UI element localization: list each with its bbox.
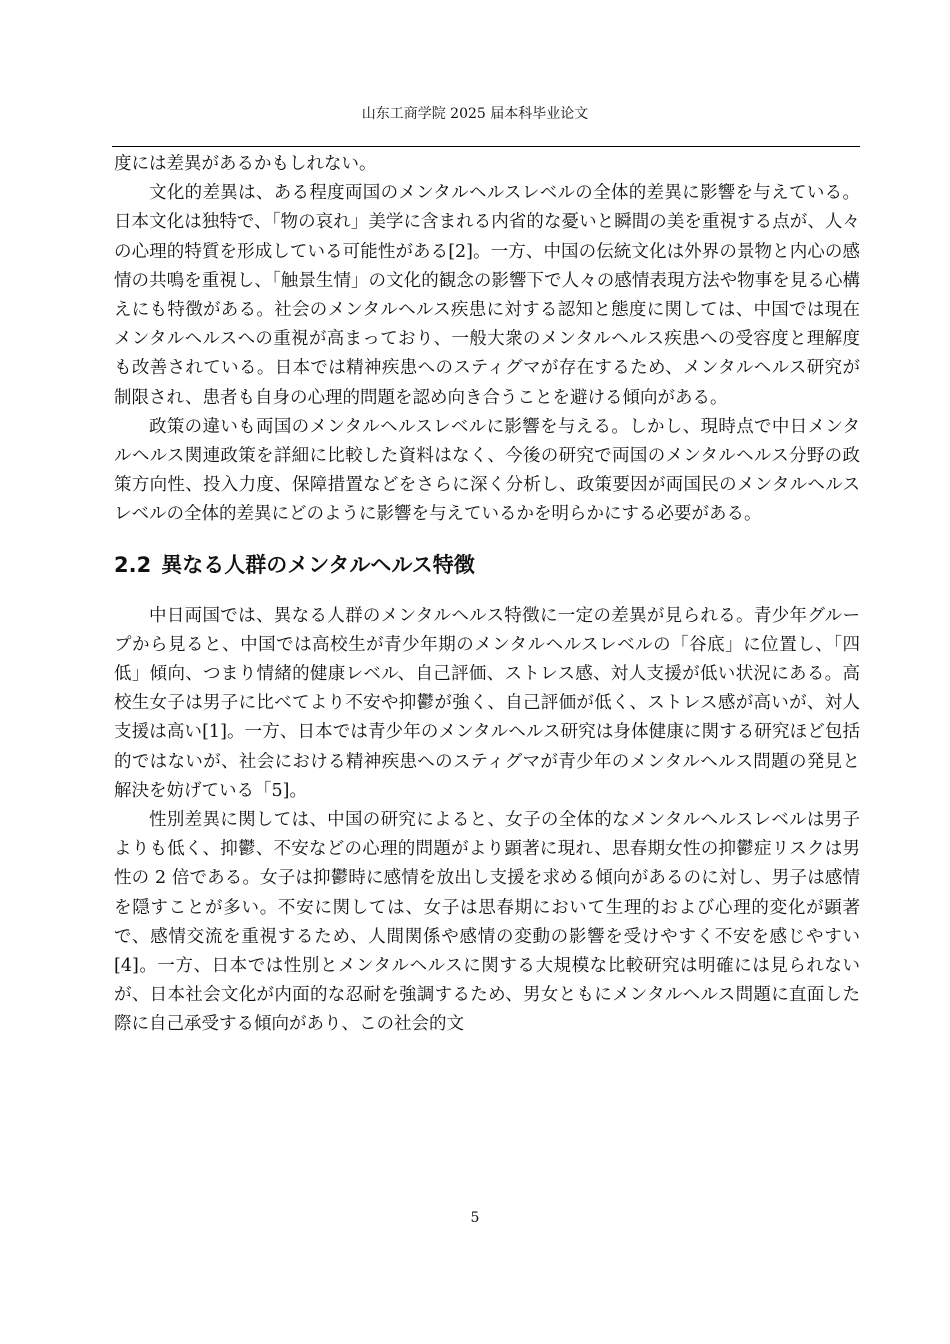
- page-header: 山东工商学院 2025 届本科毕业论文: [361, 106, 589, 122]
- header-rule: [112, 146, 860, 147]
- section-heading: [114, 550, 860, 580]
- paragraph-youth-groups: 中日両国では、異なる人群のメンタルヘルス特徴に一定の差異が見られる。青少年グループから見ると、中国では高校生が青少年期のメンタルヘルスレベルの「谷底」に位置し、「四低」傾向、つまり情緒的健康レベル、自己評価、ストレス感、対人支援が低い状況にある。高校生女子は男子に比べてより不安や抑鬱が強く、自己評価が低く、ストレス感が高いが、対人支援は高い[1]。一方、日本では青少年のメンタルヘルス研究は身体健康に関する研究ほど包括的ではないが、社会における精神疾患へのスティグマが青少年のメンタルヘルス問題の発見と解決を妨げている「5]。: [114, 605, 860, 801]
- paragraph-gender-differences: 性別差異に関しては、中国の研究によると、女子の全体的なメンタルヘルスレベルは男子よりも低く、抑鬱、不安などの心理的問題がより顕著に現れ、思春期女性の抑鬱症リスクは男性の 2 倍である。女子は抑鬱時に感情を放出し支援を求める傾向があるのに対し、男子は感情を隠すことが多い。不安に関しては、女子は思春期において生理的および心理的変化が顕著で、感情交流を重視するため、人間関係や感情の変動の影響を受けやすく不安を感じやすい[4]。一方、日本では性別とメンタルヘルスに関する大規模な比較研究は明確には見られないが、日本社会文化が内面的な忍耐を強調するため、男女ともにメンタルヘルス問題に直面した際に自己承受する傾向があり、この社会的文: [114, 810, 860, 1035]
- page-number: 5: [470, 1210, 480, 1226]
- section-number: 2.2: [114, 552, 152, 577]
- paragraph-continuation: 度には差異があるかもしれない。: [114, 154, 377, 174]
- paragraph-policy-differences: 政策の違いも両国のメンタルヘルスレベルに影響を与える。しかし、現時点で中日メンタルヘルス関連政策を詳細に比較した資料はなく、今後の研究で両国のメンタルヘルス分野の政策方向性、投入力度、保障措置などをさらに深く分析し、政策要因が両国民のメンタルヘルスレベルの全体的差異にどのように影響を与えているかを明らかにする必要がある。: [114, 416, 860, 525]
- section-title: 異なる人群のメンタルヘルス特徴: [161, 552, 475, 577]
- paragraph-cultural-differences: 文化的差異は、ある程度両国のメンタルヘルスレベルの全体的差異に影響を与えている。日本文化は独特で、「物の哀れ」美学に含まれる内省的な憂いと瞬間の美を重視する点が、人々の心理的特質を形成している可能性がある[2]。一方、中国の伝統文化は外界の景物と内心の感情の共鳴を重視し、「触景生情」の文化的観念の影響下で人々の感情表現方法や物事を見る心構えにも特徴がある。社会のメンタルヘルス疾患に対する認知と態度に関しては、中国では現在メンタルヘルスへの重視が高まっており、一般大衆のメンタルヘルス疾患への受容度と理解度も改善されている。日本では精神疾患へのスティグマが存在するため、メンタルヘルス研究が制限され、患者も自身の心理的問題を認め向き合うことを避ける傾向がある。: [114, 183, 860, 408]
- document-body: [114, 150, 860, 1040]
